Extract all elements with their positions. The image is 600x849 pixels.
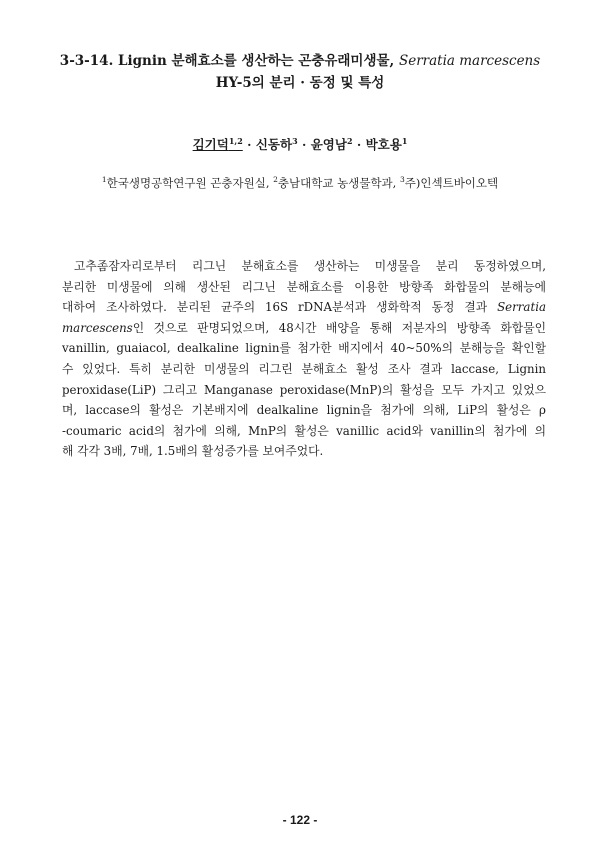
abstract-line: 며, laccase의 활성은 기본배지에 dealkaline lignin을 첨가에 의해, LiP의 활성은 ρ bbox=[62, 403, 546, 418]
abstract-text: 인 것으로 판명되었으며, 48시간 배양을 통해 저분자의 방향족 화합물인 bbox=[132, 320, 546, 335]
abstract-line: 고추좀잠자리로부터 리그닌 분해효소를 생산하는 미생물을 분리 동정하였으며, bbox=[74, 259, 546, 273]
author-list bbox=[40, 135, 560, 153]
author-3-name: 윤영남 bbox=[310, 137, 347, 152]
abstract-line: 수 있었다. 특히 분리한 미생물의 리그린 분해효소 활성 조사 결과 laccase, Lignin bbox=[62, 361, 546, 376]
title-line-2: HY-5의 분리 · 동정 및 특성 bbox=[215, 75, 385, 91]
abstract-body bbox=[62, 256, 546, 462]
author-separator: · bbox=[352, 137, 366, 152]
author-separator: · bbox=[242, 137, 256, 152]
abstract-line: 분리한 미생물에 의해 생산된 리그닌 분해효소를 이용한 방향족 화합물의 분해능에 bbox=[62, 279, 546, 294]
paper-title bbox=[40, 50, 560, 94]
author-separator: · bbox=[297, 137, 311, 152]
abstract-line bbox=[62, 297, 546, 318]
author-2-name: 신동하 bbox=[255, 137, 293, 152]
author-4-affil-mark: 1 bbox=[401, 135, 408, 146]
affil-mark-2: 2 bbox=[273, 175, 278, 185]
abstract-line: vanillin, guaiacol, dealkaline lignin를 첨가한 배지에서 40~50%의 분해능을 확인할 bbox=[62, 341, 546, 356]
title-line-1 bbox=[40, 50, 560, 72]
affiliations bbox=[30, 175, 570, 191]
author-3-affil-mark: 2 bbox=[346, 135, 353, 146]
abstract-line bbox=[62, 318, 546, 339]
affil-2: 충남대학교 농생물학과, bbox=[277, 176, 400, 190]
author-1-affil-mark: 1,2 bbox=[228, 135, 243, 146]
affil-3: 주)인섹트바이오텍 bbox=[404, 176, 499, 190]
author-2-affil-mark: 3 bbox=[292, 135, 298, 146]
abstract-line: -coumaric acid의 첨가에 의해, MnP의 활성은 vanillic acid와 vanillin의 첨가에 의 bbox=[62, 423, 546, 438]
affil-1: 한국생명공학연구원 곤충자원실, bbox=[106, 176, 274, 190]
abstract-line: peroxidase(LiP) 그리고 Manganase peroxidase(MnP)의 활성을 모두 가지고 있었으 bbox=[62, 382, 546, 397]
affil-mark-3: 3 bbox=[399, 175, 405, 185]
author-4-name: 박호용 bbox=[365, 137, 402, 152]
author-1 bbox=[193, 137, 243, 152]
species-epithet: marcescens bbox=[62, 320, 133, 335]
title-prefix: 3-3-14. Lignin 분해효소를 생산하는 곤충유래미생물, bbox=[59, 53, 399, 69]
author-1-name: 김기덕 bbox=[192, 137, 229, 152]
title-species: Serratia marcescens bbox=[398, 53, 541, 69]
page-number: - 122 - bbox=[282, 813, 318, 827]
abstract-text: 대하여 조사하였다. 분리된 균주의 16S rDNA분석과 생화학적 동정 결과 bbox=[62, 300, 498, 315]
affil-mark-1: 1 bbox=[101, 175, 107, 185]
species-genus: Serratia bbox=[497, 300, 546, 315]
abstract-line: 해 각각 3배, 7배, 1.5배의 활성증가를 보여주었다. bbox=[62, 444, 324, 459]
